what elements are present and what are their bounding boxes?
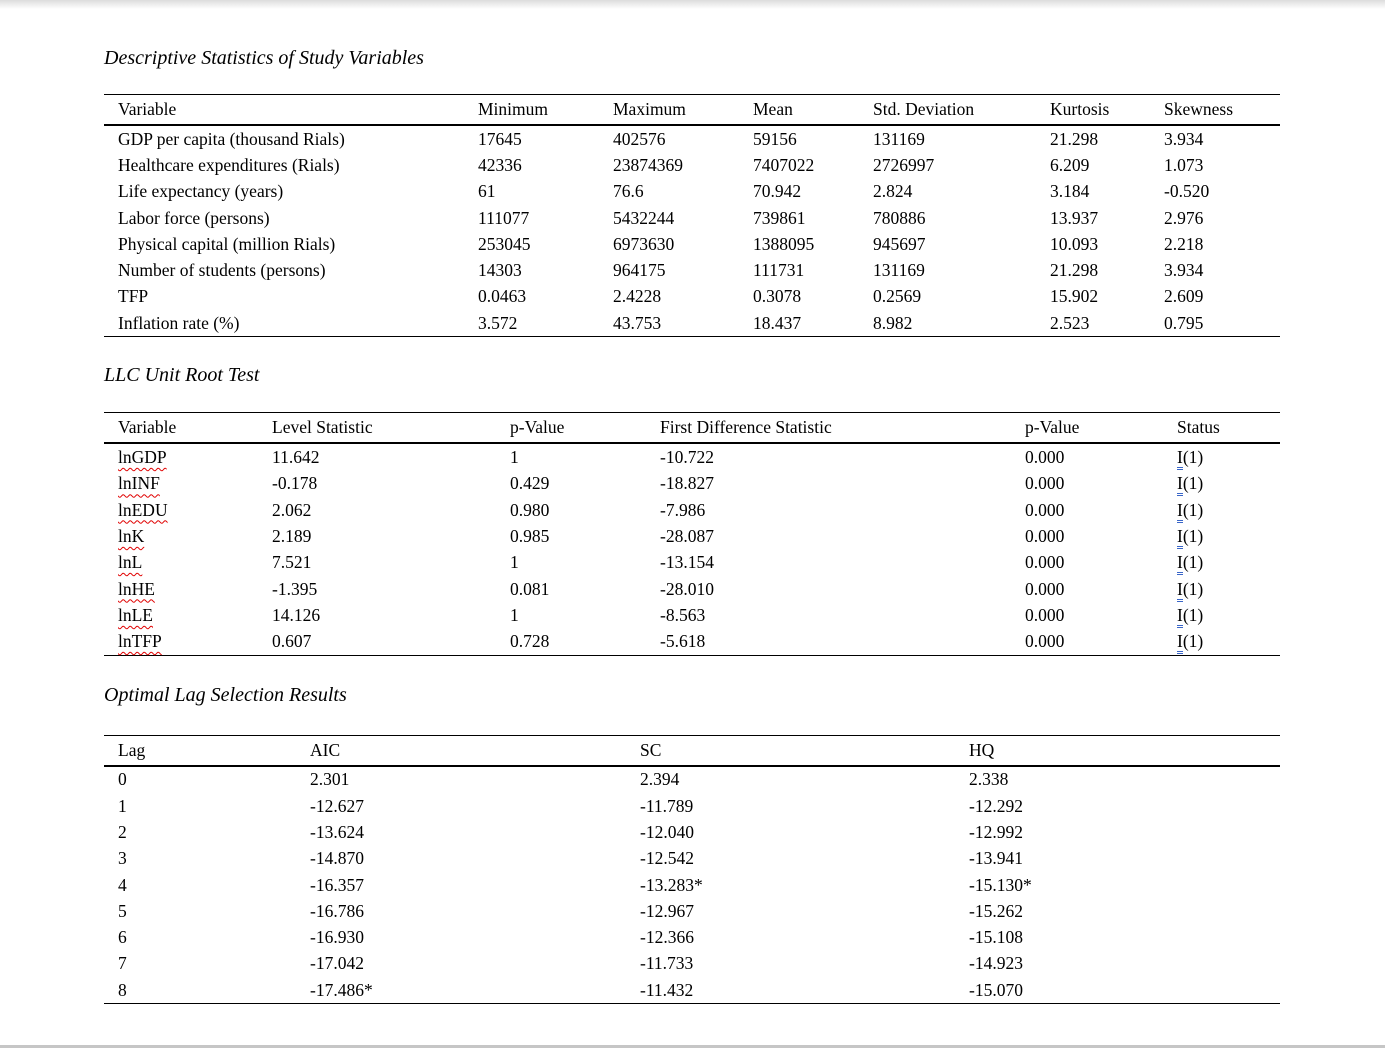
table-cell: 0.607 xyxy=(272,631,312,652)
document-page xyxy=(104,0,1280,1004)
table-cell: 780886 xyxy=(873,207,926,228)
table-cell: 0.000 xyxy=(1025,578,1065,599)
section-title-descriptive-statistics: Descriptive Statistics of Study Variables xyxy=(104,47,424,69)
table-cell: 13.937 xyxy=(1050,207,1099,228)
column-header: Variable xyxy=(104,413,272,444)
table-cell: 3.934 xyxy=(1164,260,1204,281)
grammar-marked-text: I xyxy=(1177,447,1183,470)
table-cell xyxy=(104,628,272,655)
table-cell: -12.967 xyxy=(640,900,694,921)
table-cell xyxy=(104,497,272,523)
table-cell: 6 xyxy=(118,927,127,948)
table-row xyxy=(104,846,1280,872)
table-cell: 2.4228 xyxy=(613,286,662,307)
column-header: AIC xyxy=(310,735,640,766)
table-cell: 2.062 xyxy=(272,499,312,520)
table-cell: 131169 xyxy=(873,128,925,149)
table-cell: -5.618 xyxy=(660,631,706,652)
table-cell: 0.000 xyxy=(1025,499,1065,520)
table-cell: I(1) xyxy=(1177,550,1280,576)
column-header: Variable xyxy=(104,95,478,126)
table-cell: 2.189 xyxy=(272,525,312,546)
table-row xyxy=(104,951,1280,977)
table-cell: -0.178 xyxy=(272,473,318,494)
table-cell: -16.930 xyxy=(310,927,364,948)
table-cell: 1 xyxy=(510,552,519,573)
table-cell: 131169 xyxy=(873,260,925,281)
table-row xyxy=(104,977,1280,1004)
table-row xyxy=(104,819,1280,845)
descriptive-statistics-table xyxy=(104,94,1280,337)
column-header: Lag xyxy=(104,735,310,766)
table-cell: 1388095 xyxy=(753,233,815,254)
table-cell: 2.824 xyxy=(873,181,913,202)
lag-selection-table xyxy=(104,735,1280,1005)
table-cell: 5 xyxy=(118,900,127,921)
table-cell xyxy=(104,523,272,549)
table-cell: I(1) xyxy=(1177,471,1280,497)
table-cell: 6.209 xyxy=(1050,154,1090,175)
table-cell: I(1) xyxy=(1177,628,1280,655)
grammar-marked-text: I xyxy=(1177,473,1183,496)
table-cell: 15.902 xyxy=(1050,286,1099,307)
table-cell: -12.992 xyxy=(969,821,1023,842)
column-header: Minimum xyxy=(478,95,613,126)
table-cell: 1 xyxy=(510,447,519,468)
table-cell: Inflation rate (%) xyxy=(118,312,240,333)
header-row xyxy=(104,95,1280,126)
table-cell: 111077 xyxy=(478,207,530,228)
table-cell: 76.6 xyxy=(613,181,644,202)
table-cell: 253045 xyxy=(478,233,531,254)
table-cell: 7.521 xyxy=(272,552,312,573)
table-cell: 21.298 xyxy=(1050,260,1099,281)
table-cell: -12.366 xyxy=(640,927,694,948)
column-header: Skewness xyxy=(1164,95,1280,126)
table-cell: -12.542 xyxy=(640,848,694,869)
table-cell: 0.000 xyxy=(1025,447,1065,468)
table-cell: I(1) xyxy=(1177,523,1280,549)
table-cell: 70.942 xyxy=(753,181,802,202)
table-cell: -1.395 xyxy=(272,578,318,599)
table-cell: I(1) xyxy=(1177,602,1280,628)
table-row xyxy=(104,898,1280,924)
table-cell: -12.627 xyxy=(310,795,364,816)
table-cell: -13.154 xyxy=(660,552,714,573)
table-row xyxy=(104,766,1280,793)
table-cell: -8.563 xyxy=(660,604,706,625)
column-header: p-Value xyxy=(510,413,660,444)
table-row xyxy=(104,284,1280,310)
table-cell: I(1) xyxy=(1177,497,1280,523)
table-row xyxy=(104,179,1280,205)
column-header: Level Statistic xyxy=(272,413,510,444)
table-cell: 43.753 xyxy=(613,312,662,333)
section-title-optimal-lag-selection: Optimal Lag Selection Results xyxy=(104,683,347,706)
spellcheck-marked-text: lnTFP xyxy=(118,631,162,652)
table-row xyxy=(104,523,1280,549)
page-bottom-edge xyxy=(0,1045,1385,1048)
grammar-marked-text: I xyxy=(1177,552,1183,575)
table-cell: 3.184 xyxy=(1050,181,1090,202)
table-cell: 2 xyxy=(118,821,127,842)
header-row xyxy=(104,735,1280,766)
table-cell: 2.218 xyxy=(1164,233,1204,254)
spellcheck-marked-text: lnLE xyxy=(118,604,153,625)
table-cell xyxy=(104,602,272,628)
table-row xyxy=(104,628,1280,655)
spellcheck-marked-text: lnK xyxy=(118,525,145,546)
table-cell xyxy=(104,443,272,470)
table-cell: 42336 xyxy=(478,154,522,175)
table-cell: Physical capital (million Rials) xyxy=(118,233,336,254)
spellcheck-marked-text: lnHE xyxy=(118,578,155,599)
table-cell: -11.432 xyxy=(640,979,694,1000)
grammar-marked-text: I xyxy=(1177,579,1183,602)
spellcheck-marked-text: lnL xyxy=(118,552,143,573)
table-row xyxy=(104,152,1280,178)
table-cell: 61 xyxy=(478,181,496,202)
table-cell: -10.722 xyxy=(660,447,714,468)
table-cell: 1 xyxy=(510,604,519,625)
table-cell: 2.394 xyxy=(640,769,680,790)
table-cell xyxy=(104,550,272,576)
table-cell: -13.624 xyxy=(310,821,364,842)
table-cell: 111731 xyxy=(753,260,805,281)
table-cell: -7.986 xyxy=(660,499,706,520)
table-cell: 4 xyxy=(118,874,127,895)
header-row xyxy=(104,413,1280,444)
table-row xyxy=(104,257,1280,283)
spellcheck-marked-text: lnEDU xyxy=(118,499,168,520)
spellcheck-marked-text: lnGDP xyxy=(118,447,167,468)
table-cell: Healthcare expenditures (Rials) xyxy=(118,154,340,175)
table-cell: 0.2569 xyxy=(873,286,922,307)
table-cell: 14.126 xyxy=(272,604,321,625)
column-header: Maximum xyxy=(613,95,753,126)
grammar-marked-text: I xyxy=(1177,526,1183,549)
table-cell: -14.923 xyxy=(969,953,1023,974)
table-cell: 2.609 xyxy=(1164,286,1204,307)
llc-unit-root-table xyxy=(104,412,1280,655)
table-cell: -14.870 xyxy=(310,848,364,869)
grammar-marked-text: I xyxy=(1177,500,1183,523)
table-cell: 0.728 xyxy=(510,631,550,652)
table-cell: 0.985 xyxy=(510,525,550,546)
table-cell: 0.0463 xyxy=(478,286,527,307)
table-row xyxy=(104,602,1280,628)
table-cell: -15.130* xyxy=(969,874,1032,895)
table-cell: -16.357 xyxy=(310,874,364,895)
table-cell: 402576 xyxy=(613,128,666,149)
table-cell: 739861 xyxy=(753,207,806,228)
table-cell: I(1) xyxy=(1177,576,1280,602)
column-header: p-Value xyxy=(1025,413,1177,444)
table-cell: Number of students (persons) xyxy=(118,260,326,281)
table-cell: 1.073 xyxy=(1164,154,1204,175)
table-cell: 17645 xyxy=(478,128,522,149)
column-header: HQ xyxy=(969,735,1280,766)
table-row xyxy=(104,125,1280,152)
table-cell: 0.980 xyxy=(510,499,550,520)
table-cell: -11.789 xyxy=(640,795,694,816)
table-cell: 2.976 xyxy=(1164,207,1204,228)
table-cell: 0.795 xyxy=(1164,312,1204,333)
table-cell: -15.108 xyxy=(969,927,1023,948)
table-row xyxy=(104,576,1280,602)
table-cell: 0.3078 xyxy=(753,286,802,307)
table-cell: -13.283* xyxy=(640,874,703,895)
table-cell: 11.642 xyxy=(272,447,320,468)
table-cell: 2.523 xyxy=(1050,312,1090,333)
column-header: Kurtosis xyxy=(1050,95,1164,126)
table-cell: -12.040 xyxy=(640,821,694,842)
table-cell: 2.301 xyxy=(310,769,350,790)
table-cell: GDP per capita (thousand Rials) xyxy=(118,128,345,149)
table-cell: I(1) xyxy=(1177,443,1280,470)
table-cell: 59156 xyxy=(753,128,797,149)
table-cell: -13.941 xyxy=(969,848,1023,869)
table-cell: 23874369 xyxy=(613,154,683,175)
table-cell: 3.934 xyxy=(1164,128,1204,149)
section-title-llc-unit-root-test: LLC Unit Root Test xyxy=(104,364,260,387)
table-cell: -16.786 xyxy=(310,900,364,921)
spellcheck-marked-text: lnINF xyxy=(118,473,160,494)
table-cell: 0.000 xyxy=(1025,604,1065,625)
table-row xyxy=(104,205,1280,231)
table-cell: 0.081 xyxy=(510,578,550,599)
table-row xyxy=(104,872,1280,898)
table-cell: TFP xyxy=(118,286,149,307)
table-cell: 0 xyxy=(118,769,127,790)
grammar-marked-text: I xyxy=(1177,605,1183,628)
table-cell: Labor force (persons) xyxy=(118,207,270,228)
table-cell: Life expectancy (years) xyxy=(118,181,284,202)
table-cell: 5432244 xyxy=(613,207,675,228)
table-cell: 8.982 xyxy=(873,312,913,333)
column-header: SC xyxy=(640,735,969,766)
table-row xyxy=(104,471,1280,497)
table-cell: 0.000 xyxy=(1025,552,1065,573)
table-cell: 0.000 xyxy=(1025,631,1065,652)
table-cell: 6973630 xyxy=(613,233,675,254)
table-row xyxy=(104,550,1280,576)
table-cell: -0.520 xyxy=(1164,181,1210,202)
table-cell: 7 xyxy=(118,953,127,974)
column-header: Status xyxy=(1177,413,1280,444)
table-cell: -28.087 xyxy=(660,525,714,546)
table-cell: 2726997 xyxy=(873,154,935,175)
table-cell: -15.070 xyxy=(969,979,1023,1000)
table-cell: 21.298 xyxy=(1050,128,1099,149)
table-row xyxy=(104,497,1280,523)
table-row xyxy=(104,231,1280,257)
table-cell: -17.042 xyxy=(310,953,364,974)
table-row xyxy=(104,793,1280,819)
table-cell: -12.292 xyxy=(969,795,1023,816)
table-cell: 0.000 xyxy=(1025,525,1065,546)
table-cell: -17.486* xyxy=(310,979,373,1000)
table-row xyxy=(104,443,1280,470)
table-cell: 14303 xyxy=(478,260,522,281)
table-cell xyxy=(104,471,272,497)
table-cell: -28.010 xyxy=(660,578,714,599)
table-cell: -18.827 xyxy=(660,473,714,494)
table-cell: 964175 xyxy=(613,260,666,281)
table-cell: -11.733 xyxy=(640,953,694,974)
table-cell: 3.572 xyxy=(478,312,518,333)
table-cell: 7407022 xyxy=(753,154,815,175)
table-cell: -15.262 xyxy=(969,900,1023,921)
table-cell: 3 xyxy=(118,848,127,869)
table-cell: 0.000 xyxy=(1025,473,1065,494)
table-cell: 8 xyxy=(118,979,127,1000)
table-cell: 0.429 xyxy=(510,473,550,494)
table-cell: 18.437 xyxy=(753,312,802,333)
table-cell: 945697 xyxy=(873,233,926,254)
column-header: First Difference Statistic xyxy=(660,413,1025,444)
table-cell: 1 xyxy=(118,795,127,816)
table-row xyxy=(104,310,1280,337)
table-cell: 2.338 xyxy=(969,769,1009,790)
column-header: Mean xyxy=(753,95,873,126)
table-row xyxy=(104,925,1280,951)
table-cell: 10.093 xyxy=(1050,233,1099,254)
column-header: Std. Deviation xyxy=(873,95,1050,126)
table-cell xyxy=(104,576,272,602)
grammar-marked-text: I xyxy=(1177,631,1183,654)
